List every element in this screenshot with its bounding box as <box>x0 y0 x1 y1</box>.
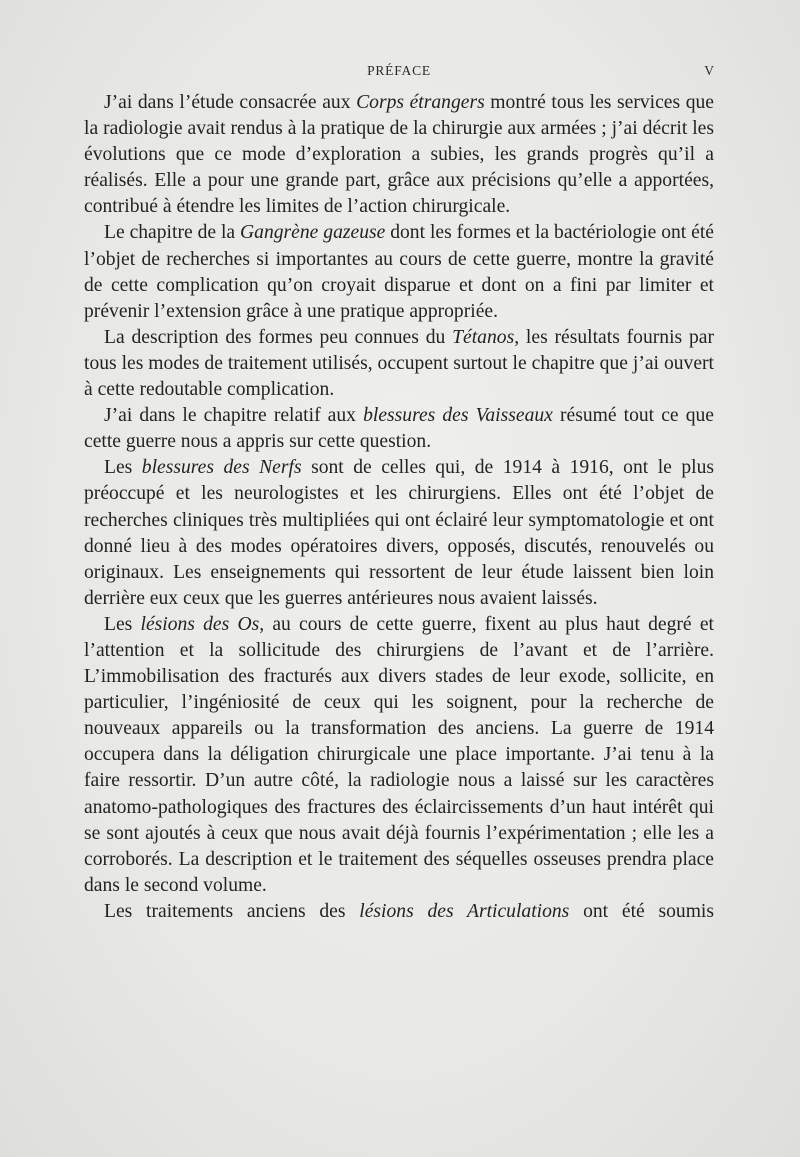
text-run: , au cours de cette guerre, fixent au plus haut degré et l’attention et la sollicitude des chirurgiens de l’avant et de l’arrière. L’immobilisation des fracturés aux divers stades de leur exode, sollicite, en particulier, l’ingéniosité de ceux qui les soignent, pour la recherche de nouveaux appareils ou la transformation des anciens. La guerre de 1914 occupera dans la déligation chirurgicale une place importante. J’ai tenu à la faire ressortir. D’un autre côté, la radiologie nous a laissé sur les caractères anatomo-pathologiques des fractures des éclaircissements d’un haut intérêt qui se sont ajoutés à ceux que nous avait déjà fournis l’expérimentation ; elle les a corroborés. La description et le traitement des séquelles osseuses prendra place dans le second volume. <box>84 613 714 896</box>
paragraph <box>84 325 714 403</box>
body-text <box>84 90 714 925</box>
italic-term: Gangrène gazeuse <box>240 222 386 244</box>
text-run: montré tous les services que la radiologie avait rendus à la pratique de la chirurgie aux armées ; j’ai décrit les évolutions que ce mode d’exploration a subies, les grands progrès qu’il a réalisés. Elle a pour une grande part, grâce aux précisions qu’elle a apportées, contribué à étendre les limites de l’action chirurgicale. <box>84 92 714 218</box>
text-run: Les <box>104 613 141 635</box>
paragraph <box>84 612 714 899</box>
text-run: J’ai dans le chapitre relatif aux <box>104 405 364 427</box>
italic-term: lésions des Os <box>140 613 260 635</box>
paragraph <box>84 220 714 324</box>
paragraph <box>84 403 714 455</box>
paragraph <box>84 455 714 612</box>
italic-term: blessures des Vaisseaux <box>363 405 553 427</box>
page-number: V <box>704 63 714 78</box>
text-run: La description des formes peu connues du <box>104 326 453 348</box>
text-run: résumé tout ce que cette guerre nous a appris sur cette question. <box>84 405 714 453</box>
text-run: Les <box>104 457 142 479</box>
text-run: sont de celles qui, de 1914 à 1916, ont le plus préoccupé et les neurologistes et les chirurgiens. Elles ont été l’objet de recherches cliniques très multipliées qui ont éclairé leur symptomatologie et ont donné lieu à des modes opératoires divers, opposés, discutés, renouvelés ou originaux. Les enseignements qui ressortent de leur étude laissent bien loin derrière eux ceux que les guerres antérieures nous avaient laissés. <box>84 457 714 609</box>
running-title: PRÉFACE <box>367 63 431 78</box>
running-header <box>84 63 714 83</box>
italic-term: blessures des Nerfs <box>141 457 302 479</box>
text-run: ont été soumis <box>569 900 714 922</box>
paragraph <box>84 899 714 925</box>
italic-term: lésions des Articulations <box>359 900 570 922</box>
text-run: , les résultats fournis par tous les modes de traitement utilisés, occupent surtout le chapitre que j’ai ouvert à cette redoutable complication. <box>84 326 714 401</box>
italic-term: Tétanos <box>452 326 515 348</box>
text-run: J’ai dans l’étude consacrée aux <box>104 92 357 113</box>
paragraph <box>84 90 714 220</box>
text-run: dont les formes et la bactériologie ont été l’objet de recherches si importantes au cours de cette guerre, montre la gravité de cette complication qu’on croyait disparue et dont on a fini par limiter et prévenir l’extension grâce à une pratique appropriée. <box>84 222 714 322</box>
text-run: Les traitements anciens des <box>104 900 360 922</box>
italic-term: Corps étrangers <box>356 92 485 113</box>
text-run: Le chapitre de la <box>104 222 241 244</box>
